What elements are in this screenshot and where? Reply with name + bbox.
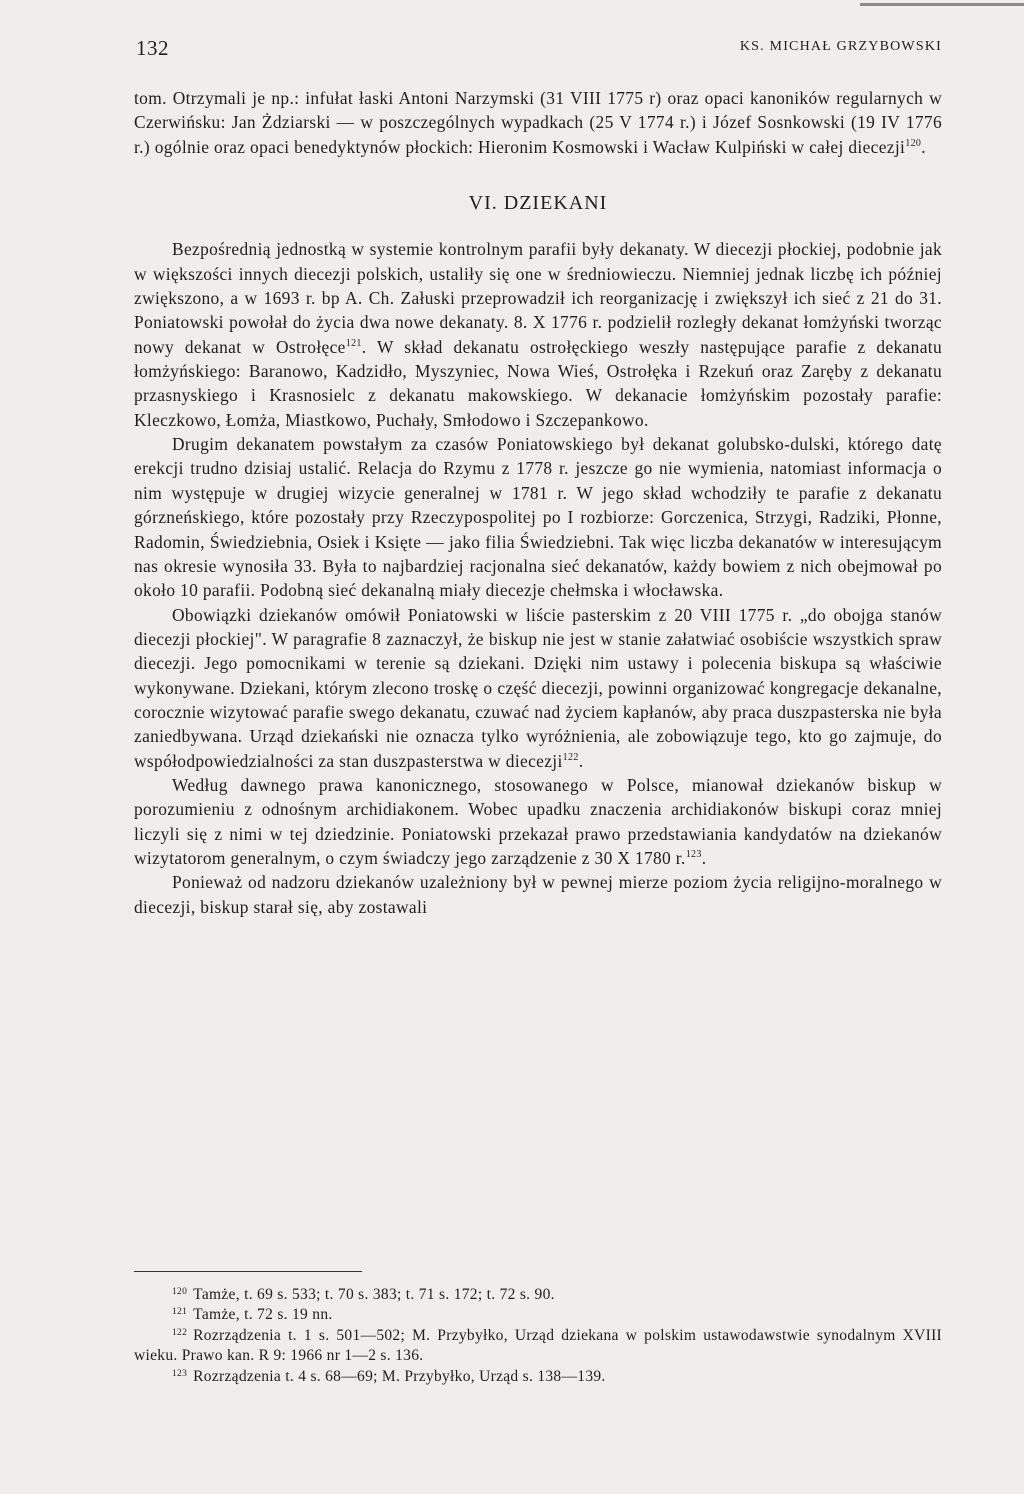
footnote	[134, 1305, 942, 1325]
footnote-text: Rozrządzenia t. 1 s. 501—502; M. Przybyłko, Urząd dziekana w polskim ustawodawstwie synodalnym XVIII wieku. Prawo kan. R 9: 1966 nr 1—2 s. 136.	[134, 1326, 942, 1365]
footnote-text: Tamże, t. 72 s. 19 nn.	[193, 1306, 333, 1324]
paragraph-text: tom. Otrzymali je np.: infułat łaski Antoni Narzymski (31 VIII 1775 r) oraz opaci kanoników regularnych w Czerwińsku: Jan Żdziarski — w poszczególnych wypadkach (25 V 1774 r.) i Józef Sosnkowski (19 IV 1776 r.) ogólnie oraz opaci benedyktynów płockich: Hieronim Kosmowski i Wacław Kulpiński w całej diecezji	[134, 88, 942, 157]
paragraph-end: .	[578, 750, 584, 771]
paragraph-end: .	[701, 847, 707, 868]
footnote-text: Rozrządzenia t. 4 s. 68—69; M. Przybyłko, Urząd s. 138—139.	[193, 1367, 606, 1385]
footnotes	[134, 1285, 942, 1387]
paragraph	[134, 773, 942, 870]
footnote-number: 122	[172, 1327, 188, 1338]
body-text	[134, 86, 942, 919]
footnote-ref: 122	[562, 751, 579, 763]
paragraph	[134, 603, 942, 773]
section-heading: VI. DZIEKANI	[468, 192, 608, 215]
page-number: 132	[136, 36, 169, 60]
footnote-number: 121	[172, 1307, 188, 1318]
footnote-separator	[134, 1271, 362, 1272]
paragraph-continued	[134, 86, 942, 159]
paragraph: Drugim dekanatem powstałym za czasów Poniatowskiego był dekanat golubsko-dulski, którego datę erekcji trudno dzisiaj ustalić. Relacja do Rzymu z 1778 r. jeszcze go nie wymienia, natomiast informacja o nim występuje w drugiej wizycie generalnej w 1781 r. W jego skład wchodziły te parafie z dekanatu górzneńskiego, które pozostały przy Rzeczypospolitej po I rozbiorze: Gorczenica, Strzygi, Radziki, Płonne, Radomin, Świedziebnia, Osiek i Księte — jako filia Świedziebni. Tak więc liczba dekanatów w interesującym nas okresie wynosiła 33. Była to najbardziej racjonalna sieć dekanatów, każdy bowiem z nich obejmował po około 10 parafii. Podobną sieć dekanalną miały diecezje chełmska i włocławska.	[134, 434, 942, 601]
paragraph-end: .	[921, 136, 926, 157]
running-head: KS. MICHAŁ GRZYBOWSKI	[739, 39, 942, 54]
paragraph-text: Według dawnego prawa kanonicznego, stosowanego w Polsce, mianował dziekanów biskup w porozumieniu z odnośnym archidiakonem. Wobec upadku znaczenia archidiakonów biskupi coraz mniej liczyli się z nimi w tej dziedzinie. Poniatowski przekazał prawo przedstawiania kandydatów na dziekanów wizytatorom generalnym, o czym świadczy jego zarządzenie z 30 X 1780 r.	[134, 774, 942, 868]
footnote-text: Tamże, t. 69 s. 533; t. 70 s. 383; t. 71 s. 172; t. 72 s. 90.	[193, 1286, 555, 1303]
footnote-ref: 120	[905, 137, 922, 149]
footnote	[134, 1285, 942, 1305]
paragraph-text: Bezpośrednią jednostką w systemie kontrolnym parafii były dekanaty. W diecezji płockiej, podobnie jak w większości innych diecezji polskich, ustaliły się one w średniowieczu. Niemniej jednak liczbę ich później zwiększono, a w 1693 r. bp A. Ch. Załuski przeprowadził ich reorganizację i zwiększył ich sieć z 21 do 31. Poniatowski powołał do życia dwa nowe dekanaty. 8. X 1776 r. podzielił rozległy dekanat łomżyński tworząc nowy dekanat w Ostrołęce	[134, 239, 942, 357]
footnote	[134, 1367, 942, 1387]
paragraph: Ponieważ od nadzoru dziekanów uzależniony był w pewnej mierze poziom życia religijno-moralnego w diecezji, biskup starał się, aby zostawali	[134, 872, 942, 917]
top-edge-rule	[860, 3, 1024, 6]
paragraph-text: Obowiązki dziekanów omówił Poniatowski w liście pasterskim z 20 VIII 1775 r. „do obojga stanów diecezji płockiej". W paragrafie 8 zaznaczył, że biskup nie jest w stanie załatwiać osobiście wszystkich spraw diecezji. Jego pomocnikami w terenie są dziekani. Dzięki nim ustawy i polecenia biskupa są właściwie wykonywane. Dziekani, którym zlecono troskę o część diecezji, powinni organizować kongregacje dekanalne, corocznie wizytować parafie swego dekanatu, czuwać nad życiem kapłanów, aby praca duszpasterska nie była zaniedbywana. Urząd dziekański nie oznacza tylko wyróżnienia, ale zobowiązuje tego, kto go zajmuje, do współodpowiedzialności za stan duszpasterstwa w diecezji	[134, 604, 942, 771]
footnote-ref: 123	[685, 848, 702, 860]
footnote-number: 123	[172, 1368, 188, 1379]
footnote-ref: 121	[345, 337, 362, 349]
paragraph	[134, 237, 942, 432]
page-header	[134, 36, 942, 66]
footnote-number: 120	[172, 1287, 188, 1297]
footnote	[134, 1326, 942, 1367]
paragraph-text: . W skład dekanatu ostrołęckiego weszły następujące parafie z dekanatu łomżyńskiego: Baranowo, Kadzidło, Myszyniec, Nowa Wieś, Ostrołęka i Rzekuń oraz Zaręby z dekanatu przasnyskiego i Krasnosielc z dekanatu makowskiego. W dekanacie łomżyńskim pozostały parafie: Kleczkowo, Łomża, Miastkowo, Puchały, Smłodowo i Szczepankowo.	[134, 336, 942, 430]
